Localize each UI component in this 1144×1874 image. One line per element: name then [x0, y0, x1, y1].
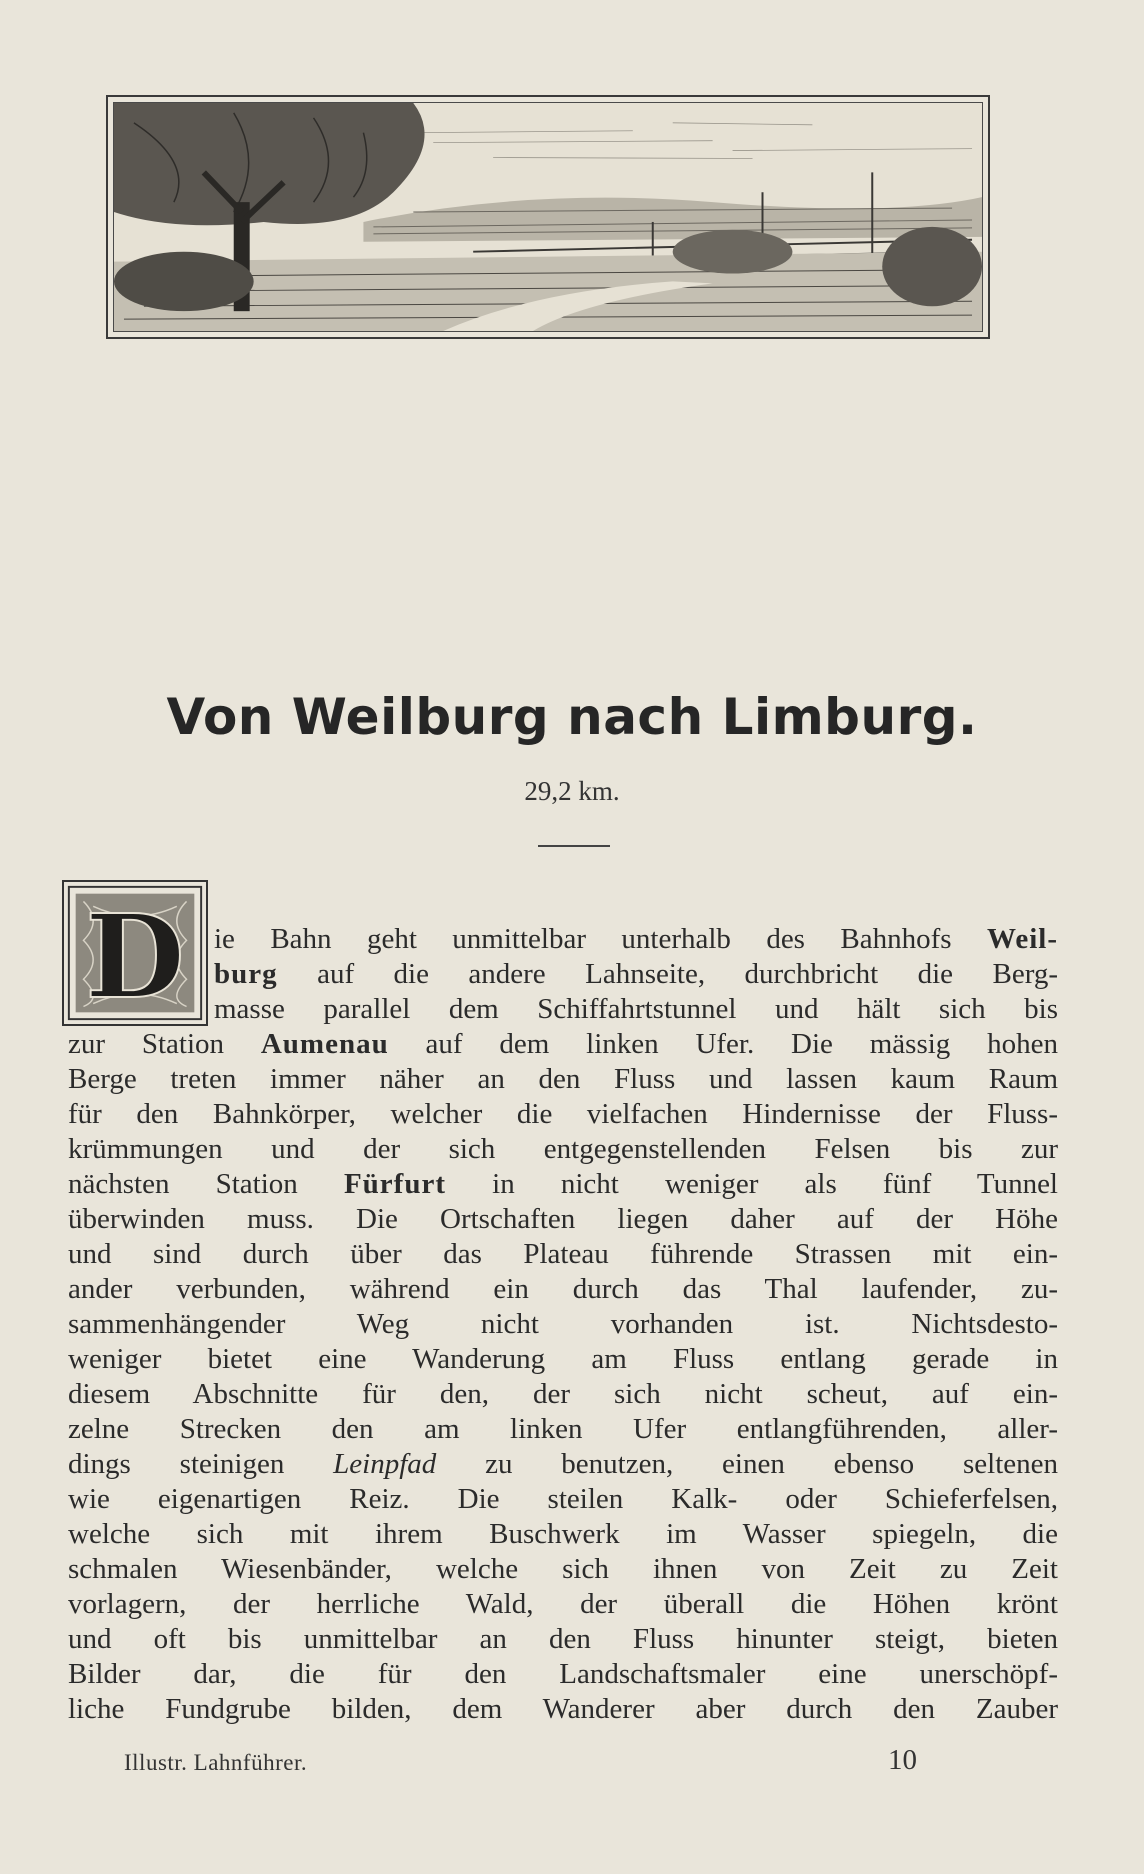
text-line: überwinden muss. Die Ortschaften liegen daher auf der Höhe: [68, 1203, 1058, 1235]
text-line: weniger bietet eine Wanderung am Fluss entlang gerade in: [68, 1343, 1058, 1375]
text-line: vorlagern, der herrliche Wald, der überall die Höhen krönt: [68, 1588, 1058, 1620]
chapter-title: Von Weilburg nach Limburg.: [166, 688, 978, 746]
text-line: und sind durch über das Plateau führende Strassen mit ein-: [68, 1238, 1058, 1270]
text-line: Bilder dar, die für den Landschaftsmaler eine unerschöpf-: [68, 1658, 1058, 1690]
text-line: wie eigenartigen Reiz. Die steilen Kalk- oder Schieferfelsen,: [68, 1483, 1058, 1515]
engraving-illustration: [114, 103, 982, 331]
landscape-engraving: [106, 95, 990, 339]
body-paragraph: [68, 922, 1058, 1727]
text-line: burg auf die andere Lahnseite, durchbricht die Berg-: [214, 958, 1058, 990]
page-number: 10: [888, 1744, 917, 1776]
text-line: sammenhängender Weg nicht vorhanden ist. Nichtsdesto-: [68, 1308, 1058, 1340]
initial-letter: D: [85, 889, 185, 1024]
text-line: diesem Abschnitte für den, der sich nicht scheut, auf ein-: [68, 1378, 1058, 1410]
text-line: Berge treten immer näher an den Fluss und lassen kaum Raum: [68, 1063, 1058, 1095]
running-footer-title: Illustr. Lahnführer.: [124, 1750, 308, 1775]
text-line: dings steinigen Leinpfad zu benutzen, einen ebenso seltenen: [68, 1448, 1058, 1480]
text-line: masse parallel dem Schiffahrtstunnel und hält sich bis: [214, 993, 1058, 1025]
route-distance: 29,2 km.: [524, 776, 620, 806]
divider-rule: [538, 845, 610, 847]
text-line: welche sich mit ihrem Buschwerk im Wasser spiegeln, die: [68, 1518, 1058, 1550]
text-line: schmalen Wiesenbänder, welche sich ihnen von Zeit zu Zeit: [68, 1553, 1058, 1585]
text-line: nächsten Station Fürfurt in nicht weniger als fünf Tunnel: [68, 1168, 1058, 1200]
text-line: krümmungen und der sich entgegenstellenden Felsen bis zur: [68, 1133, 1058, 1165]
text-line: ander verbunden, während ein durch das Thal laufender, zu-: [68, 1273, 1058, 1305]
text-line: und oft bis unmittelbar an den Fluss hinunter steigt, bieten: [68, 1623, 1058, 1655]
text-line: für den Bahnkörper, welcher die vielfachen Hindernisse der Fluss-: [68, 1098, 1058, 1130]
text-line: zur Station Aumenau auf dem linken Ufer. Die mässig hohen: [68, 1028, 1059, 1060]
text-line: ie Bahn geht unmittelbar unterhalb des Bahnhofs Weil-: [214, 923, 1058, 955]
text-line: zelne Strecken den am linken Ufer entlangführenden, aller-: [68, 1413, 1058, 1445]
text-line: liche Fundgrube bilden, dem Wanderer aber durch den Zauber: [68, 1693, 1058, 1725]
